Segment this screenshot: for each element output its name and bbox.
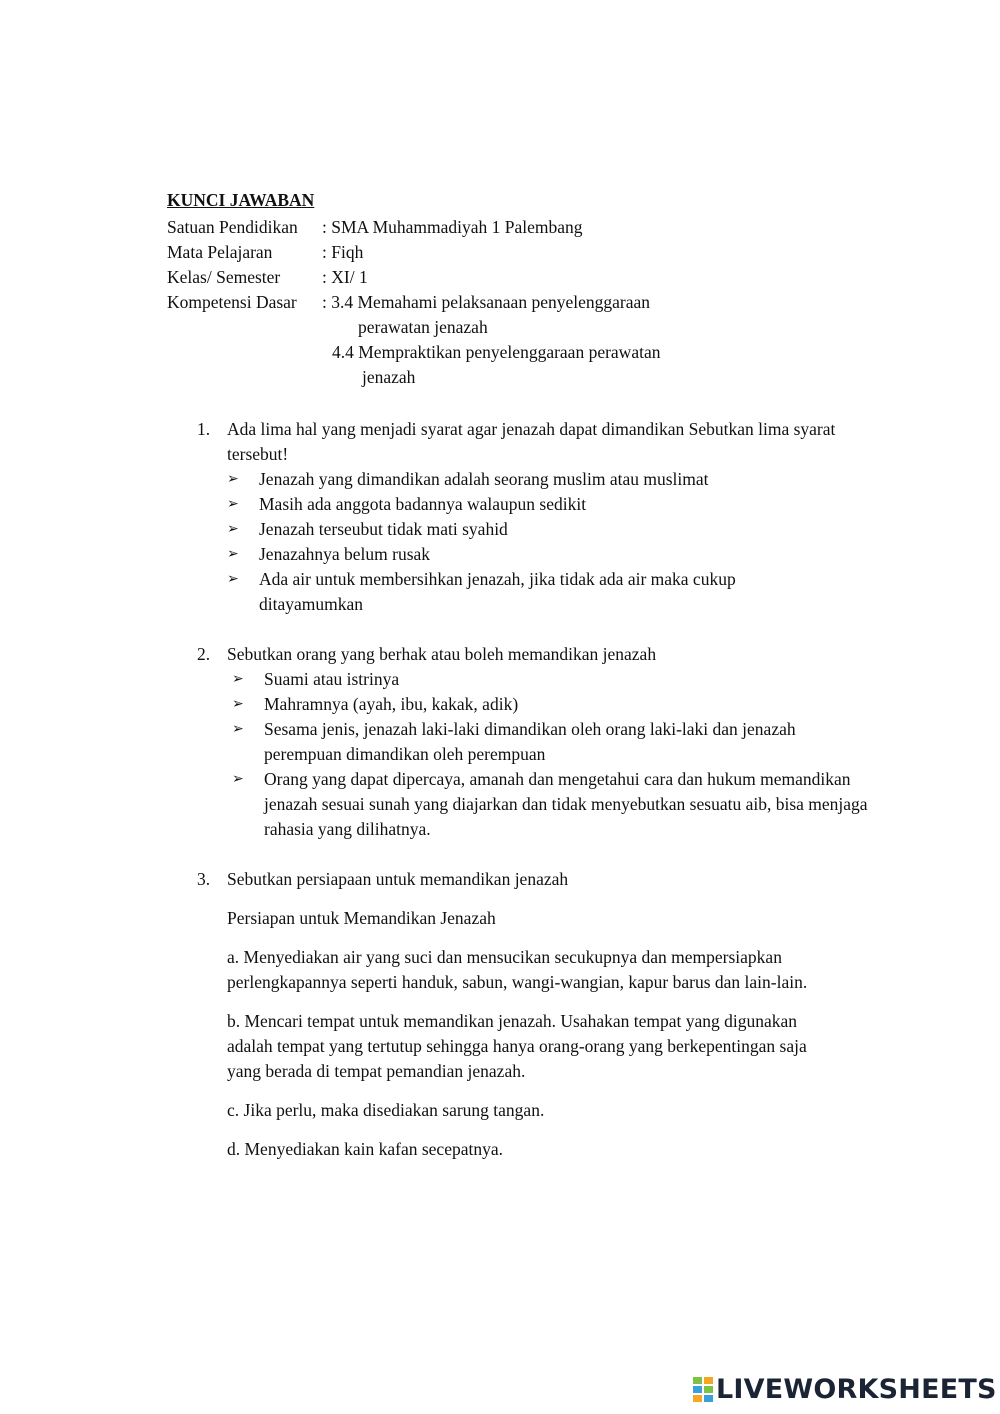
question-text: Sebutkan persiapaan untuk memandikan jenazah [227, 869, 569, 889]
arrow-bullet-icon: ➢ [227, 471, 239, 487]
answer-text: Sesama jenis, jenazah laki-laki dimandikan oleh orang laki-laki dan jenazah perempuan dimandikan oleh perempuan [264, 719, 796, 764]
logo-text: LIVEWORKSHEETS [716, 1374, 997, 1405]
answer-text: Ada air untuk membersihkan jenazah, jika tidak ada air maka cukup ditayamumkan [259, 569, 736, 614]
paragraph-d: d. Menyediakan kain kafan secepatnya. [227, 1139, 503, 1159]
paragraph-a: a. Menyediakan air yang suci dan mensucikan secukupnya dan mempersiapkan perlengkapannya seperti handuk, sabun, wangi-wangian, kapur barus dan lain-lain. [227, 947, 808, 992]
kd2-line1: 4.4 Mempraktikan penyelenggaraan perawatan [332, 342, 661, 362]
arrow-bullet-icon: ➢ [232, 771, 244, 787]
list-item [232, 692, 857, 717]
question-text: Sebutkan orang yang berhak atau boleh memandikan jenazah [227, 644, 657, 664]
arrow-bullet-icon: ➢ [227, 496, 239, 512]
liveworksheets-logo [693, 1374, 997, 1405]
identity-block [167, 215, 660, 390]
list-item [227, 542, 857, 567]
arrow-bullet-icon: ➢ [232, 671, 244, 687]
kd1-line1: : 3.4 Memahami pelaksanaan penyelenggaraan [322, 292, 650, 312]
document-title: KUNCI JAWABAN [167, 190, 315, 210]
subheading: Persiapan untuk Memandikan Jenazah [227, 908, 496, 928]
answer-text: Suami atau istrinya [264, 669, 400, 689]
question-number: 3. [197, 869, 211, 889]
field-label: Satuan Pendidikan [167, 217, 298, 237]
question-2 [197, 642, 868, 842]
field-label: Kelas/ Semester [167, 267, 281, 287]
arrow-bullet-icon: ➢ [227, 546, 239, 562]
question-1 [197, 417, 857, 617]
answer-list [227, 667, 868, 842]
answer-text: Masih ada anggota badannya walaupun sedikit [259, 494, 587, 514]
answer-text: Jenazah yang dimandikan adalah seorang muslim atau muslimat [259, 469, 709, 489]
kompetensi-values [322, 290, 660, 390]
list-item [227, 517, 857, 542]
list-item [232, 717, 857, 767]
arrow-bullet-icon: ➢ [227, 571, 239, 587]
list-item [232, 667, 857, 692]
field-mata-pelajaran [167, 240, 660, 265]
list-item [227, 467, 857, 492]
answer-text: Jenazahnya belum rusak [259, 544, 431, 564]
field-satuan-pendidikan [167, 215, 660, 240]
liveworksheets-mark-icon [693, 1377, 713, 1403]
kd2-line2: jenazah [362, 367, 416, 387]
field-kompetensi-dasar [167, 290, 660, 390]
field-label: Kompetensi Dasar [167, 292, 297, 312]
answer-list [227, 467, 857, 617]
list-item [227, 492, 857, 517]
kd1-line2: perawatan jenazah [358, 317, 488, 337]
question-number: 2. [197, 644, 211, 664]
answer-text: Jenazah terseubut tidak mati syahid [259, 519, 508, 539]
field-value: : XI/ 1 [322, 267, 368, 287]
field-value: : Fiqh [322, 242, 364, 262]
paragraph-b: b. Mencari tempat untuk memandikan jenazah. Usahakan tempat yang digunakan adalah tempat yang tertutup sehingga hanya orang-orang yang berkepentingan saja yang berada di tempat pemandian jenazah. [227, 1011, 807, 1081]
answer-text: Mahramnya (ayah, ibu, kakak, adik) [264, 694, 519, 714]
list-item [227, 567, 857, 617]
arrow-bullet-icon: ➢ [227, 521, 239, 537]
field-kelas-semester [167, 265, 660, 290]
paragraph-c: c. Jika perlu, maka disediakan sarung tangan. [227, 1100, 545, 1120]
question-3 [197, 867, 857, 1162]
list-item [232, 767, 868, 842]
field-value: : SMA Muhammadiyah 1 Palembang [322, 217, 583, 237]
arrow-bullet-icon: ➢ [232, 721, 244, 737]
question-number: 1. [197, 419, 211, 439]
question-text: Ada lima hal yang menjadi syarat agar jenazah dapat dimandikan Sebutkan lima syarat tersebut! [227, 419, 836, 464]
arrow-bullet-icon: ➢ [232, 696, 244, 712]
answer-text: Orang yang dapat dipercaya, amanah dan mengetahui cara dan hukum memandikan jenazah sesuai sunah yang diajarkan dan tidak menyebutkan sesuatu aib, bisa menjaga rahasia yang dilihatnya. [264, 769, 868, 839]
field-label: Mata Pelajaran [167, 242, 273, 262]
